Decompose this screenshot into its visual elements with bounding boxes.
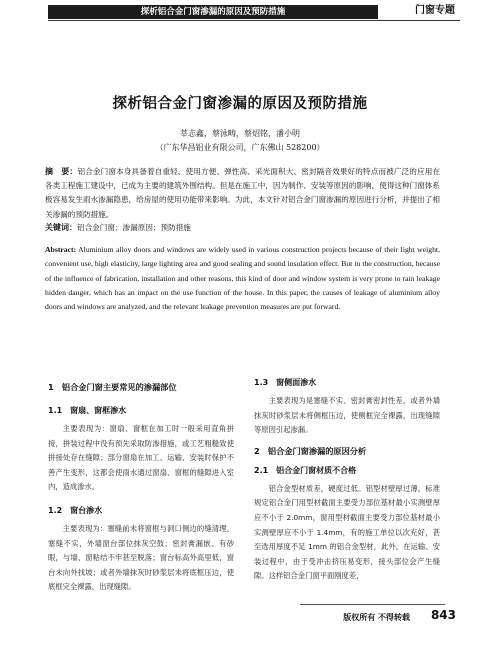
section-2-1-heading: 2.1 铝合金门窗材质不合格	[254, 465, 357, 475]
section-1-1-text: 主要表现为：窗扇、窗框在加工时一般采用直角拼接，拼装过程中没有预先采取防渗措施，或工艺粗糙致使拼接处存在缝隙；部分窗扇在加工、运输、安装时保护不善产生变形，这都会使雨水通过窗扇、窗框的缝隙进入室内，造成渗水。	[48, 424, 234, 492]
abstract-en-text: Aluminium alloy doors and windows are widely used in various construction projects because of their light weight, convenient use, high elasticity, large lighting area and good sealing and sound insulation effect. But in the construction, because of the influence of fabrication, installation and other reasons, this kind of door and window system is very prone to rain leakage hidden danger, which has an impact on the use function of the house. In this paper, the causes of leakage of aluminium alloy doors and windows are analyzed, and the relevant leakage prevention measures are put forward.	[45, 245, 440, 312]
abstract-en-label: Abstract:	[45, 245, 77, 254]
section-label: 门窗专题	[415, 5, 455, 16]
body-right-column	[254, 374, 440, 584]
abstract-cn-text: 铝合金门窗本身具备着自重轻、使用方便、弹性高、采光面积大、密封隔音效果好的特点而被广泛的应用在各类工程施工建设中，已成为主要的建筑外围结构。但是在施工中，因为制作、安装等原因的影响，使得这种门窗体系极容易发生雨水渗漏隐患，给房屋的使用功能带来影响。为此，本文针对铝合金门窗渗漏的原因进行分析，并提出了相关渗漏的预防措施。	[45, 167, 441, 219]
page-number: 843	[430, 608, 456, 622]
copyright-notice: 版权所有 不得转载	[343, 613, 410, 622]
keywords-cn-label: 关键词：	[45, 223, 77, 232]
footer-rule	[300, 604, 445, 605]
running-header	[0, 0, 480, 20]
section-1-heading: 1 铝合金门窗主要常见的渗漏部位	[48, 382, 177, 392]
section-2-1-text: 铝合金型材质差，硬度过低。铝型材壁厚过薄，标准规定铝合金门用型材截面主要受力部位基材最小实测壁厚应不小于 2.0mm，窗用型材截面主要受力部位基材最小实测壁厚应不小于 1.4mm，有的施工单位以次充好，甚至选用厚度不足 1mm 的铝合金型材，此外，在运输、安装过程中，由于受冲击挤压易变形，接头部位会产生缝隙。这样铝合金门窗平面刚度差，	[254, 483, 440, 581]
section-1-3-text: 主要表现为是塞缝不实、密封膏密封性差，或者外墙抹灰时砂浆层未将侧框压边，使侧框完全裸露，出现缝隙等原因引起渗漏。	[254, 396, 440, 435]
section-1-2-heading: 1.2 窗台渗水	[48, 505, 103, 515]
keywords-cn-text: 铝合金门窗；渗漏原因；预防措施	[77, 223, 191, 232]
running-title: 探析铝合金门窗渗漏的原因及预防措施	[140, 7, 286, 17]
article-authors: 莘志鑫，蔡泳畴，蔡炤铭，潘小明	[180, 129, 300, 138]
body-left-column	[48, 374, 234, 595]
article-affiliation: （广东华昌铝业有限公司，广东佛山 528200）	[155, 143, 325, 152]
section-1-1-heading: 1.1 窗扇、窗框渗水	[48, 406, 127, 415]
header-rule	[48, 20, 460, 21]
section-1-3-heading: 1.3 窗侧面渗水	[254, 378, 317, 387]
keywords-cn	[45, 222, 440, 234]
section-2-heading: 2 铝合金门窗渗漏的原因分析	[254, 445, 367, 456]
abstract-cn	[45, 165, 440, 222]
article-title: 探析铝合金门窗渗漏的原因及预防措施	[112, 96, 368, 112]
section-1-2-text: 主要表现为：塞缝前未将窗框与洞口侧边的缝清理，塞缝不实，外墙窗台部位抹灰空鼓；密封膏漏嵌、有砂眼，与墙、窗粘结不牢甚至脱落；窗台标高外高里低，窗台未向外找坡；或者外墙抹灰时砂浆层未将底框压边，使底框完全裸露，出现缝隙。	[48, 523, 234, 592]
abstract-cn-label: 摘 要：	[45, 167, 78, 176]
abstract-en	[45, 243, 440, 314]
